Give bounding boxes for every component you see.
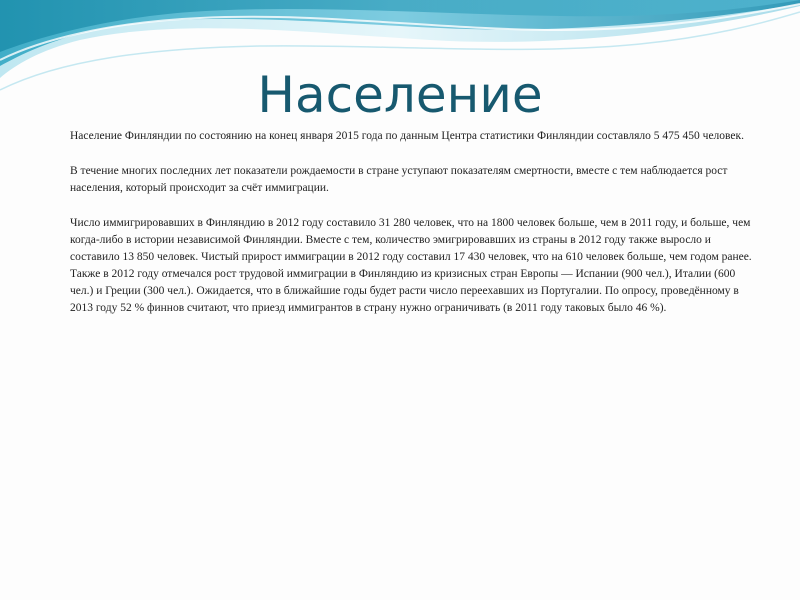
paragraph-population: Население Финляндии по состоянию на конец января 2015 года по данным Центра статистики Финляндии составляло 5 475 450 человек. xyxy=(70,130,744,142)
slide-body xyxy=(70,128,755,335)
paragraph-birth-rate: В течение многих последних лет показатели рождаемости в стране уступают показателям смертности, вместе с тем наблюдается рост населения, который происходит за счёт иммиграции. xyxy=(70,165,728,194)
slide-title: Население xyxy=(257,66,543,124)
paragraph-immigration: Число иммигрировавших в Финляндию в 2012 году составило 31 280 человек, что на 1800 человек больше, чем в 2011 году, и больше, чем когда-либо в истории независимой Финляндии. Вместе с тем, количество эмигрировавших из страны в 2012 году также выросло и составило 13 850 человек. Чистый прирост иммиграции в 2012 году составил 17 430 человек, что на 610 человек больше, чем годом ранее. Также в 2012 году отмечался рост трудовой иммиграции в Финляндию из кризисных стран Европы — Испании (900 чел.), Италии (600 чел.) и Греции (300 чел.). Ожидается, что в ближайшие годы будет расти число переехавших из Португалии. По опросу, проведённому в 2013 году 52 % финнов считают, что приезд иммигрантов в страну нужно ограничивать (в 2011 году таковых было 46 %). xyxy=(70,217,752,314)
